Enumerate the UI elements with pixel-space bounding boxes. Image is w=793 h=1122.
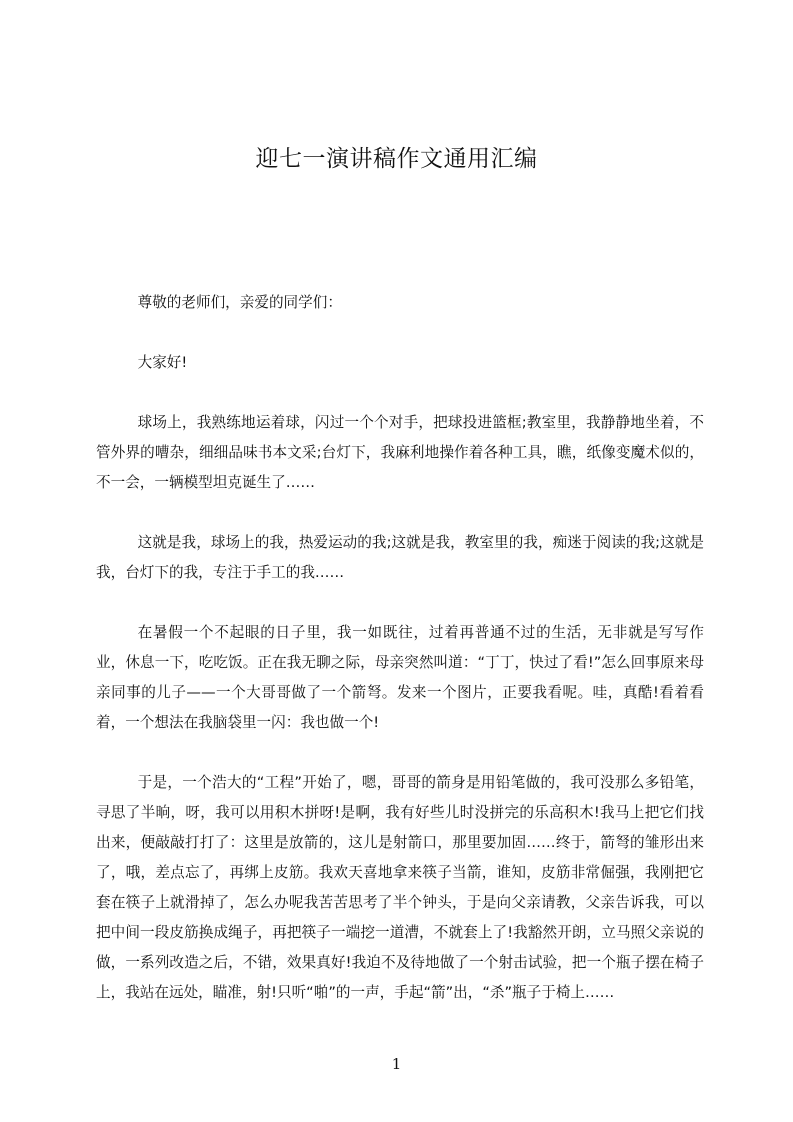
body-paragraph: 于是，一个浩大的“工程”开始了，嗯，哥哥的箭身是用铅笔做的，我可没那么多铅笔，寻思了半晌，呀，我可以用积木拼呀!是啊，我有好些儿时没拼完的乐高积木!我马上把它们找出来，便敲敲打打了：这里是放箭的，这儿是射箭口，那里要加固……终于，箭弩的雏形出来了，哦，差点忘了，再绑上皮筋。我欢天喜地拿来筷子当箭，谁知，皮筋非常倔强，我刚把它套在筷子上就滑掉了，怎么办呢我苦苦思考了半个钟头，于是向父亲请教，父亲告诉我，可以把中间一段皮筋换成绳子，再把筷子一端挖一道漕，不就套上了!我豁然开朗，立马照父亲说的做，一系列改造之后，不错，效果真好!我迫不及待地做了一个射击试验，把一个瓶子摆在椅子上，我站在远处，瞄准，射!只听“啪”的一声，手起“箭”出，“杀”瓶子于椅上…… <box>96 774 704 1001</box>
greeting-paragraph: 大家好! <box>137 354 188 371</box>
page-number: 1 <box>391 1055 402 1073</box>
body-paragraph: 球场上，我熟练地运着球，闪过一个个对手，把球投进篮框;教室里，我静静地坐着，不管外界的嘈杂，细细品味书本文采;台灯下，我麻利地操作着各种工具，瞧，纸像变魔术似的，不一会，一辆模型坦克诞生了…… <box>96 414 704 491</box>
body-paragraph: 这就是我，球场上的我，热爱运动的我;这就是我，教室里的我，痴迷于阅读的我;这就是我，台灯下的我，专注于手工的我…… <box>96 534 704 581</box>
body-paragraph: 在暑假一个不起眼的日子里，我一如既往，过着再普通不过的生活，无非就是写写作业，休息一下，吃吃饭。正在我无聊之际，母亲突然叫道：“丁丁，快过了看!”怎么回事原来母亲同事的儿子——一个大哥哥做了一个箭弩。发来一个图片，正要我看呢。哇，真酷!看着看着，一个想法在我脑袋里一闪：我也做一个! <box>96 624 704 731</box>
salutation-paragraph: 尊敬的老师们，亲爱的同学们： <box>137 294 342 311</box>
document-title: 迎七一演讲稿作文通用汇编 <box>255 146 538 172</box>
document-body <box>96 288 704 1008</box>
